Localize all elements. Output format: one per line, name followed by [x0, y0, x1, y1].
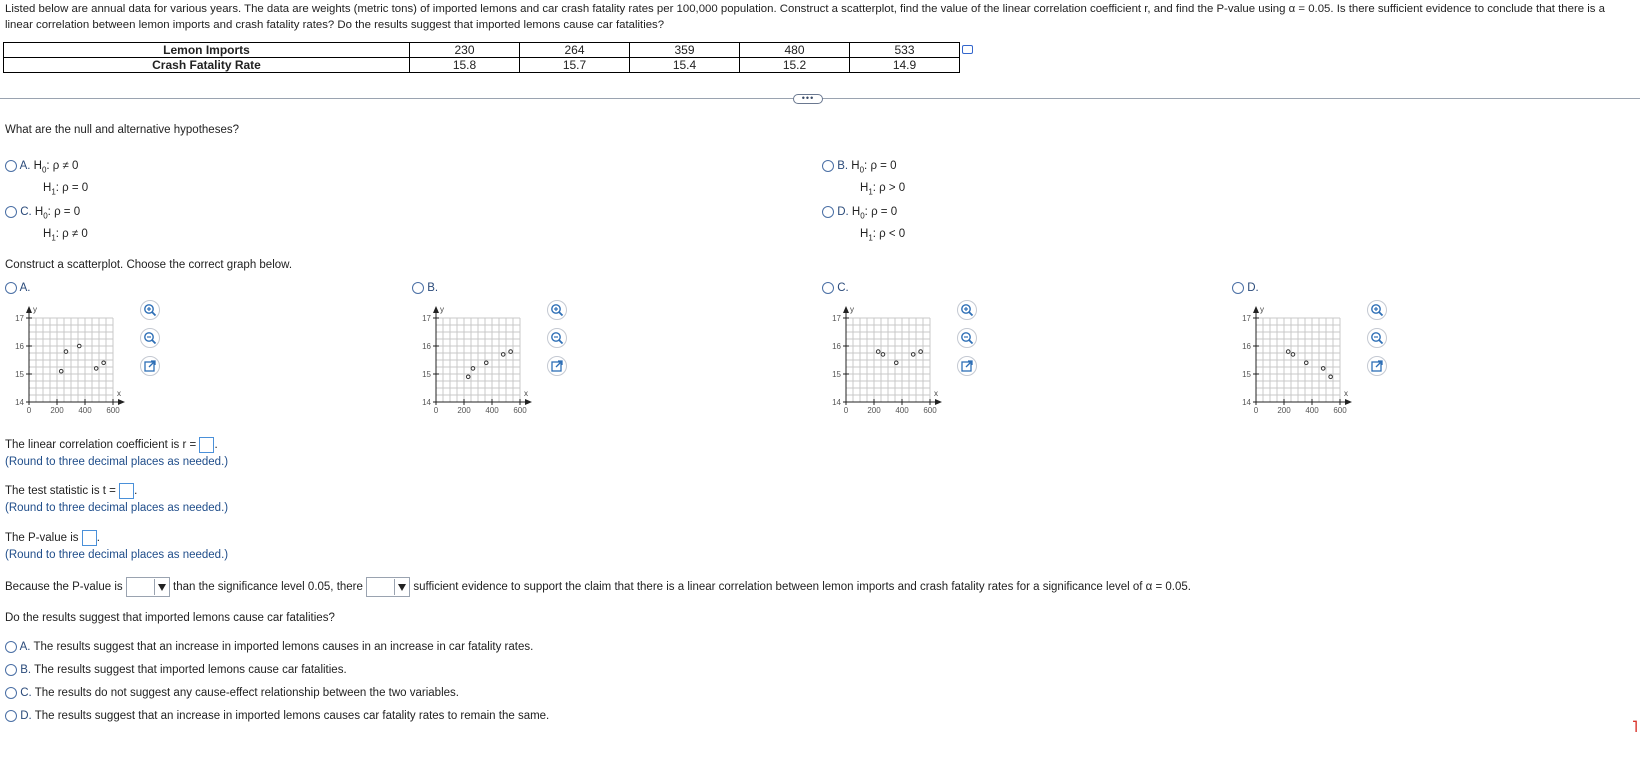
x-tick-label: 0 [1253, 406, 1259, 415]
x-tick-label: 0 [433, 406, 439, 415]
y-tick-label: 17 [15, 314, 24, 323]
conclusion-sentence [5, 577, 1191, 597]
table-cell: 480 [740, 43, 850, 58]
zoom-out-icon [960, 331, 974, 345]
x-tick-label: 200 [867, 406, 881, 415]
scatterplot-d [1232, 300, 1367, 420]
h0-expression: ρ = 0 [871, 206, 898, 218]
data-point [94, 367, 98, 371]
h0-expression: ρ ≠ 0 [52, 160, 79, 172]
option-letter: D. [20, 710, 32, 723]
data-point [881, 353, 885, 357]
x-tick-label: 600 [106, 406, 120, 415]
cause-option-d[interactable] [5, 710, 549, 722]
chevron-down-icon [154, 579, 168, 595]
h1-label: $H_1$: [860, 182, 880, 197]
cause-option-b[interactable] [5, 664, 347, 676]
option-letter: C. [837, 282, 849, 295]
zoom-in-button[interactable] [547, 300, 567, 320]
hypothesis-option-d[interactable] [822, 203, 905, 248]
radio-button[interactable] [822, 160, 834, 172]
table-cell: 359 [630, 43, 740, 58]
zoom-out-button[interactable] [547, 328, 567, 348]
h0-label: $H_0$: [851, 206, 872, 221]
option-letter: C. [20, 687, 32, 700]
scatterplot-b [412, 300, 547, 420]
expand-button[interactable] [140, 356, 160, 376]
conclusion-part1: Because the P-value is [5, 581, 123, 594]
zoom-in-button[interactable] [1367, 300, 1387, 320]
y-axis-arrow [26, 306, 32, 313]
y-axis-label: y [850, 305, 854, 314]
zoom-in-icon [1370, 303, 1384, 317]
row-label: Lemon Imports [4, 43, 410, 58]
r-label: The linear correlation coefficient is r = [5, 439, 197, 452]
h1-expression: ρ ≠ 0 [62, 228, 88, 241]
x-axis-arrow [118, 399, 125, 405]
graph-option-c[interactable] [822, 282, 849, 294]
radio-button[interactable] [5, 206, 17, 218]
hypothesis-option-c[interactable] [5, 203, 88, 248]
expand-icon [143, 359, 157, 373]
h1-label: $H_1$: [860, 228, 880, 243]
expand-button[interactable] [1367, 356, 1387, 376]
data-point [471, 367, 475, 371]
table-cell: 15.4 [630, 58, 740, 73]
radio-button[interactable] [412, 282, 424, 294]
y-tick-label: 14 [1242, 398, 1251, 407]
x-tick-label: 400 [895, 406, 909, 415]
h0-label: $H_0$: [851, 160, 871, 175]
h1-label: $H_1$: [43, 182, 63, 197]
data-point [919, 350, 923, 354]
y-axis-label: y [440, 305, 444, 314]
table-cell: 230 [410, 43, 520, 58]
table-row [4, 58, 960, 73]
x-tick-label: 600 [923, 406, 937, 415]
x-tick-label: 400 [1305, 406, 1319, 415]
data-point [1304, 361, 1308, 365]
y-tick-label: 15 [1242, 370, 1251, 379]
zoom-in-icon [550, 303, 564, 317]
p-input[interactable] [82, 530, 97, 546]
y-axis-label: y [33, 305, 37, 314]
cause-option-a[interactable] [5, 641, 533, 653]
data-point [484, 361, 488, 365]
x-tick-label: 600 [1333, 406, 1347, 415]
data-point [911, 353, 915, 357]
y-tick-label: 17 [832, 314, 841, 323]
y-tick-label: 15 [422, 370, 431, 379]
data-point [59, 369, 63, 373]
table-cell: 15.8 [410, 58, 520, 73]
data-point [876, 350, 880, 354]
y-tick-label: 14 [422, 398, 431, 407]
table-row [4, 43, 960, 58]
x-tick-label: 200 [50, 406, 64, 415]
h0-expression: ρ = 0 [54, 206, 81, 218]
radio-button[interactable] [5, 282, 17, 294]
scatterplot-a [5, 300, 140, 420]
h0-expression: ρ = 0 [870, 160, 897, 172]
radio-button[interactable] [1232, 282, 1244, 294]
zoom-out-button[interactable] [1367, 328, 1387, 348]
option-letter: A. [19, 641, 31, 654]
option-letter: C. [20, 206, 32, 218]
zoom-in-button[interactable] [957, 300, 977, 320]
table-cell: 15.2 [740, 58, 850, 73]
y-axis-label: y [1260, 305, 1264, 314]
t-label: The test statistic is t = [5, 485, 116, 498]
y-tick-label: 16 [15, 342, 24, 351]
p-prompt: The P-value is . [5, 530, 100, 546]
zoom-out-icon [143, 331, 157, 345]
expand-button[interactable] [957, 356, 977, 376]
h1-expression: ρ > 0 [879, 182, 906, 195]
chevron-down-icon [394, 579, 408, 595]
table-cell: 533 [850, 43, 960, 58]
y-tick-label: 17 [1242, 314, 1251, 323]
evidence-dropdown[interactable] [366, 577, 410, 597]
expand-icon [550, 359, 564, 373]
y-tick-label: 15 [15, 370, 24, 379]
y-axis-arrow [433, 306, 439, 313]
data-point [102, 361, 106, 365]
data-point [1321, 367, 1325, 371]
pvalue-comparison-dropdown[interactable] [126, 577, 170, 597]
zoom-out-button[interactable] [140, 328, 160, 348]
radio-button[interactable] [5, 160, 17, 172]
graph-option-b[interactable] [412, 282, 438, 294]
hypotheses-question: What are the null and alternative hypotheses? [5, 124, 239, 136]
x-axis-label: x [1344, 389, 1348, 398]
zoom-out-button[interactable] [957, 328, 977, 348]
cause-option-c[interactable] [5, 687, 459, 699]
h1-expression: ρ < 0 [879, 228, 906, 241]
expand-icon [960, 359, 974, 373]
x-tick-label: 400 [485, 406, 499, 415]
option-letter: B. [837, 160, 849, 172]
y-tick-label: 16 [1242, 342, 1251, 351]
option-letter: D. [1247, 282, 1259, 295]
h0-label: $H_0$: [34, 206, 55, 221]
x-tick-label: 0 [843, 406, 849, 415]
expand-icon [1370, 359, 1384, 373]
data-table [3, 42, 960, 73]
radio-button[interactable] [5, 687, 17, 699]
option-letter: A. [19, 282, 31, 295]
radio-button[interactable] [822, 282, 834, 294]
x-axis-label: x [934, 389, 938, 398]
copy-data-icon[interactable] [962, 45, 973, 54]
y-tick-label: 16 [832, 342, 841, 351]
radio-button[interactable] [822, 206, 834, 218]
graph-option-a[interactable] [5, 282, 30, 294]
h1-expression: ρ = 0 [62, 182, 89, 195]
r-input[interactable] [199, 437, 214, 453]
more-button[interactable]: ••• [793, 94, 823, 104]
y-tick-label: 14 [15, 398, 24, 407]
data-point [1286, 350, 1290, 354]
option-letter: B. [427, 282, 439, 295]
zoom-in-icon [960, 303, 974, 317]
table-cell: 15.7 [520, 58, 630, 73]
t-prompt: The test statistic is t = . [5, 483, 137, 499]
data-point [466, 375, 470, 379]
x-tick-label: 400 [78, 406, 92, 415]
option-letter: B. [20, 664, 32, 677]
graph-option-d[interactable] [1232, 282, 1259, 294]
radio-button[interactable] [5, 710, 17, 722]
x-tick-label: 200 [457, 406, 471, 415]
hypothesis-option-b[interactable] [822, 157, 905, 202]
y-axis-arrow [843, 306, 849, 313]
x-tick-label: 0 [26, 406, 32, 415]
conclusion-part3: sufficient evidence to support the claim that there is a linear correlation between lemon imports and crash fatality rates for a significance level of α = 0.05. [413, 581, 1191, 594]
x-tick-label: 200 [1277, 406, 1291, 415]
x-tick-label: 600 [513, 406, 527, 415]
x-axis-label: x [524, 389, 528, 398]
radio-button[interactable] [5, 664, 17, 676]
y-tick-label: 14 [832, 398, 841, 407]
y-tick-label: 15 [832, 370, 841, 379]
table-cell: 14.9 [850, 58, 960, 73]
conclusion-part2: than the significance level 0.05, there [173, 581, 363, 594]
option-text: The results suggest that an increase in imported lemons causes in an increase in car fatality rates. [33, 641, 534, 654]
zoom-in-button[interactable] [140, 300, 160, 320]
option-text: The results suggest that imported lemons cause car fatalities. [34, 664, 347, 677]
t-note: (Round to three decimal places as needed.) [5, 502, 229, 514]
zoom-out-icon [1370, 331, 1384, 345]
scatterplot-c [822, 300, 957, 420]
option-letter: A. [19, 160, 31, 172]
data-point [509, 350, 513, 354]
data-point [501, 353, 505, 357]
expand-button[interactable] [547, 356, 567, 376]
y-tick-label: 17 [422, 314, 431, 323]
data-point [1329, 375, 1333, 379]
x-axis-arrow [1345, 399, 1352, 405]
p-note: (Round to three decimal places as needed.) [5, 549, 229, 561]
data-point [1291, 353, 1295, 357]
hypothesis-option-a[interactable] [5, 157, 88, 202]
x-axis-arrow [525, 399, 532, 405]
data-point [77, 344, 81, 348]
x-axis-label: x [117, 389, 121, 398]
cause-question: Do the results suggest that imported lemons cause car fatalities? [5, 612, 335, 624]
zoom-in-icon [143, 303, 157, 317]
scatter-question: Construct a scatterplot. Choose the correct graph below. [5, 259, 293, 271]
table-cell: 264 [520, 43, 630, 58]
t-input[interactable] [119, 483, 134, 499]
y-tick-label: 16 [422, 342, 431, 351]
h0-label: $H_0$: [33, 160, 53, 175]
p-label: The P-value is [5, 532, 79, 545]
data-point [64, 350, 68, 354]
zoom-out-icon [550, 331, 564, 345]
data-point [894, 361, 898, 365]
r-note: (Round to three decimal places as needed.) [5, 456, 229, 468]
r-prompt: The linear correlation coefficient is r = . [5, 437, 218, 453]
option-text: The results do not suggest any cause-effect relationship between the two variables. [34, 687, 459, 700]
y-axis-arrow [1253, 306, 1259, 313]
problem-statement: Listed below are annual data for various years. The data are weights (metric tons) of imported lemons and car crash fatality rates per 100,000 population. Construct a scatterplot, find the value of the linear correlation coefficient r, and find the P-value using α = 0.05. Is there sufficient evidence to conclude that there is a linear correlation between lemon imports and crash fatality rates? Do the results suggest that imported lemons cause car fatalities? [5, 3, 1605, 31]
row-label: Crash Fatality Rate [4, 58, 410, 73]
option-letter: D. [837, 206, 849, 218]
radio-button[interactable] [5, 641, 17, 653]
corner-marker: ˥ [1631, 719, 1638, 736]
option-text: The results suggest that an increase in imported lemons causes car fatality rates to remain the same. [34, 710, 550, 723]
h1-label: $H_1$: [43, 228, 63, 243]
x-axis-arrow [935, 399, 942, 405]
